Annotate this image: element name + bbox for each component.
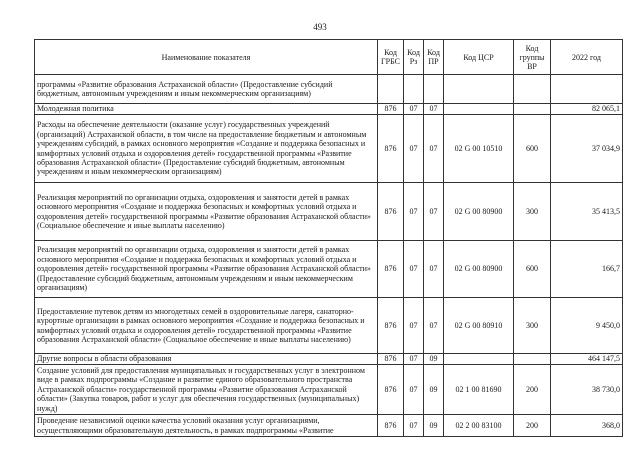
row-grbs: 876 (378, 183, 404, 241)
row-amount: 368,0 (551, 415, 623, 437)
table-row (35, 115, 623, 183)
row-csr: 02 2 00 83100 (444, 415, 514, 437)
row-vr (514, 104, 551, 115)
row-rz (404, 75, 424, 104)
page-number: 493 (313, 22, 327, 32)
row-amount: 9 450,0 (551, 298, 623, 354)
table-row (35, 365, 623, 415)
row-vr: 200 (514, 365, 551, 415)
row-name: Создание условий для предоставления муниципальных и государственных услуг в электронном виде в рамках подпрограммы «Создание и развитие единого образовательного пространства Астраханской области» государственной программы «Развитие образования Астраханской области» (Закупка товаров, работ и услуг для обеспечения государственных (муниципальных) нужд) (35, 365, 378, 415)
row-pr: 07 (424, 183, 444, 241)
row-grbs: 876 (378, 365, 404, 415)
table-row (35, 354, 623, 365)
row-rz: 07 (404, 354, 424, 365)
row-csr (444, 354, 514, 365)
row-rz: 07 (404, 415, 424, 437)
row-rz: 07 (404, 183, 424, 241)
row-vr: 600 (514, 115, 551, 183)
header-name: Наименование показателя (35, 40, 378, 75)
row-pr: 07 (424, 298, 444, 354)
row-amount: 166,7 (551, 241, 623, 298)
row-amount: 82 065,1 (551, 104, 623, 115)
table-row (35, 298, 623, 354)
row-name: Реализация мероприятий по организации отдыха, оздоровления и занятости детей в рамках основного мероприятия «Создание и поддержка безопасных и комфортных условий отдыха и оздоровления детей» государственной программы «Развитие образования Астраханской области» (Социальное обеспечение и иные выплаты населению) (35, 183, 378, 241)
row-vr (514, 75, 551, 104)
row-csr: 02 G 00 80900 (444, 241, 514, 298)
row-name: Предоставление путевок детям из многодетных семей в оздоровительные лагеря, санаторно-курортные организации в рамках основного мероприятия «Создание и поддержка безопасных и комфортных условий отдыха и оздоровления детей» государственной программы «Развитие образования Астраханской области» (Социальное обеспечение и иные выплаты населению) (35, 298, 378, 354)
header-rz: Код Рз (404, 40, 424, 75)
table-row (35, 104, 623, 115)
row-rz: 07 (404, 298, 424, 354)
header-pr: Код ПР (424, 40, 444, 75)
row-vr: 300 (514, 183, 551, 241)
row-name: Молодежная политика (35, 104, 378, 115)
row-vr: 300 (514, 298, 551, 354)
header-year: 2022 год (551, 40, 623, 75)
row-csr (444, 75, 514, 104)
row-grbs (378, 75, 404, 104)
row-rz: 07 (404, 104, 424, 115)
row-name: Другие вопросы в области образования (35, 354, 378, 365)
row-name: Расходы на обеспечение деятельности (оказание услуг) государственных учреждений (организаций) Астраханской области, в том числе на предоставление бюджетным и автономным учреждениям субсидий, в рамках основного мероприятия «Создание и поддержка безопасных и комфортных условий отдыха и оздоровления детей» государственной программы «Развитие образования Астраханской области» (Предоставление субсидий бюджетным, автономным учреждениям и иным некоммерческим организациям) (35, 115, 378, 183)
row-rz: 07 (404, 241, 424, 298)
table-row (35, 241, 623, 298)
row-grbs: 876 (378, 354, 404, 365)
row-csr: 02 G 00 10510 (444, 115, 514, 183)
row-amount: 35 413,5 (551, 183, 623, 241)
row-pr: 09 (424, 354, 444, 365)
row-name: Реализация мероприятий по организации отдыха, оздоровления и занятости детей в рамках основного мероприятия «Создание и поддержка безопасных и комфортных условий отдыха и оздоровления детей» государственной программы «Развитие образования Астраханской области» (Предоставление субсидий бюджетным, автономным учреждениям и иным некоммерческим организациям) (35, 241, 378, 298)
row-vr: 200 (514, 415, 551, 437)
header-csr: Код ЦСР (444, 40, 514, 75)
row-grbs: 876 (378, 115, 404, 183)
row-rz: 07 (404, 365, 424, 415)
row-pr: 07 (424, 241, 444, 298)
row-csr: 02 G 00 80900 (444, 183, 514, 241)
row-pr: 07 (424, 104, 444, 115)
row-csr: 02 1 00 81690 (444, 365, 514, 415)
row-csr (444, 104, 514, 115)
row-grbs: 876 (378, 415, 404, 437)
header-vr: Код группы ВР (514, 40, 551, 75)
table-row (35, 75, 623, 104)
header-grbs: Код ГРБС (378, 40, 404, 75)
row-amount: 464 147,5 (551, 354, 623, 365)
row-name: программы «Развитие образования Астраханской области» (Предоставление субсидий бюджетным, автономным учреждениям и иным некоммерческим организациям) (35, 75, 378, 104)
budget-table (34, 39, 623, 437)
table-row (35, 183, 623, 241)
row-pr: 07 (424, 115, 444, 183)
row-grbs: 876 (378, 104, 404, 115)
row-csr: 02 G 00 80910 (444, 298, 514, 354)
row-vr: 600 (514, 241, 551, 298)
row-grbs: 876 (378, 298, 404, 354)
row-grbs: 876 (378, 241, 404, 298)
row-amount: 37 034,9 (551, 115, 623, 183)
row-name: Проведение независимой оценки качества условий оказания услуг организациями, осуществляющими образовательную деятельность, в рамках подпрограммы «Развитие (35, 415, 378, 437)
table-row (35, 415, 623, 437)
row-pr: 09 (424, 415, 444, 437)
row-amount: 38 730,0 (551, 365, 623, 415)
row-pr (424, 75, 444, 104)
row-pr: 09 (424, 365, 444, 415)
row-vr (514, 354, 551, 365)
row-rz: 07 (404, 115, 424, 183)
row-amount (551, 75, 623, 104)
table-header-row (35, 40, 623, 75)
